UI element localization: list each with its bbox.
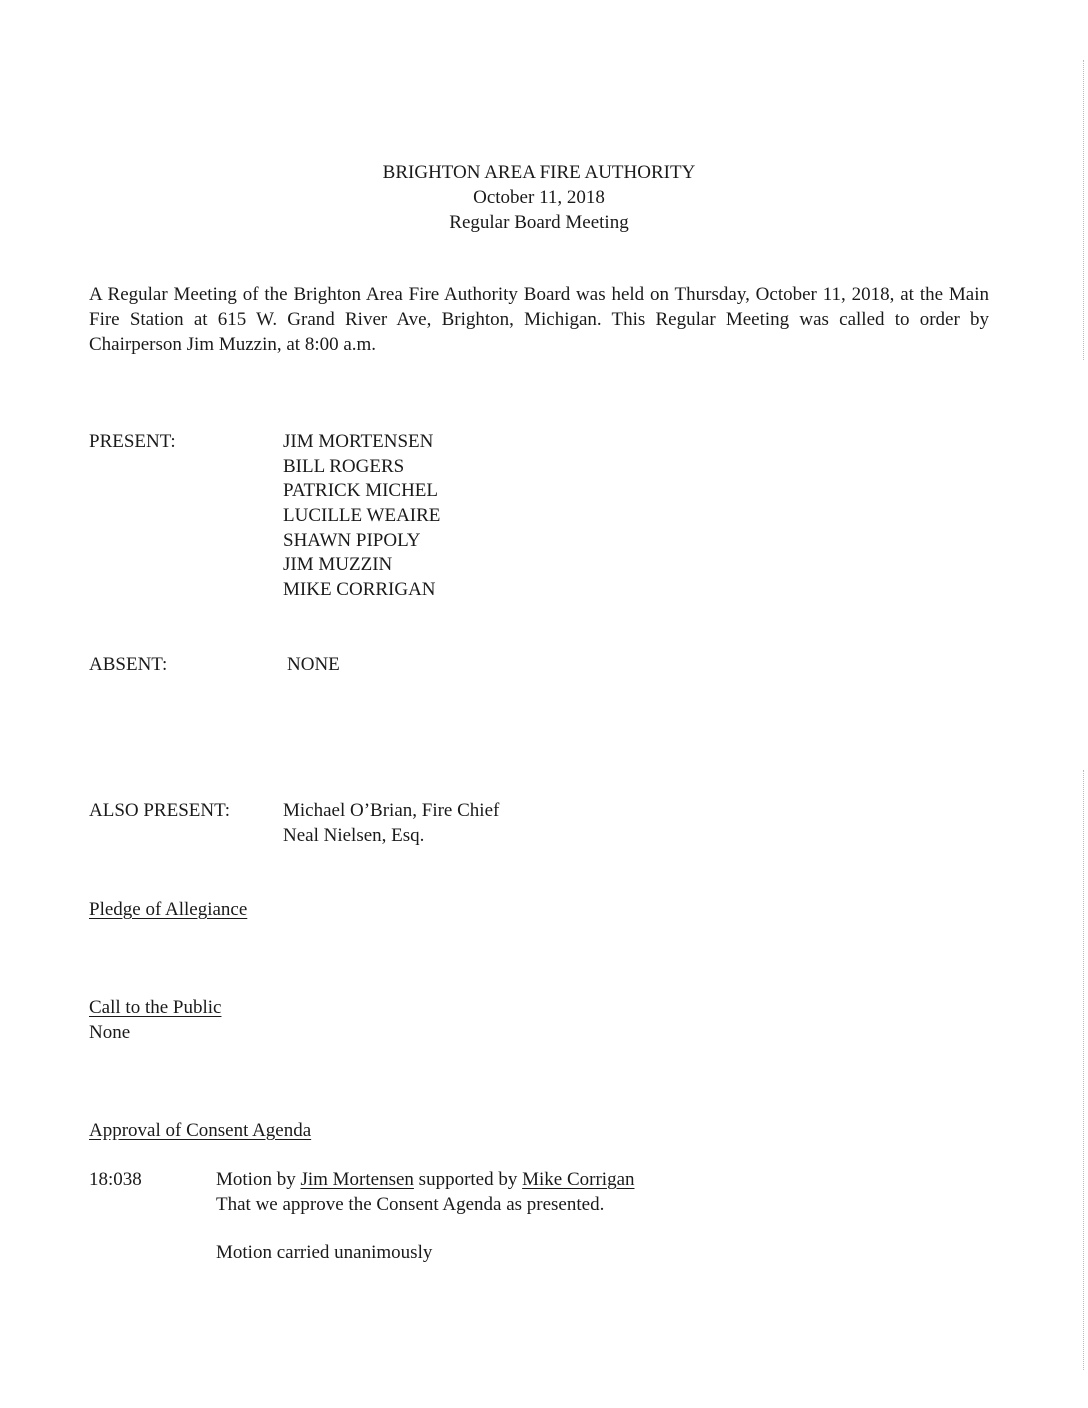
call-to-public-text: None: [89, 1022, 131, 1043]
scan-artifact: [1083, 770, 1084, 1370]
present-list: [283, 429, 440, 602]
list-item: MIKE CORRIGAN: [283, 579, 436, 601]
org-title: BRIGHTON AREA FIRE AUTHORITY: [382, 162, 696, 183]
call-to-public-section: [89, 995, 221, 1045]
list-item: LUCILLE WEAIRE: [283, 505, 441, 527]
meeting-date: October 11, 2018: [473, 187, 605, 208]
meeting-type: Regular Board Meeting: [449, 212, 629, 233]
also-present-label: ALSO PRESENT:: [89, 800, 231, 821]
list-item: PATRICK MICHEL: [283, 480, 439, 502]
absent-label: ABSENT:: [89, 654, 168, 675]
document-header: [0, 160, 1078, 235]
pledge-heading: Pledge of Allegiance: [89, 899, 248, 920]
list-item: SHAWN PIPOLY: [283, 529, 421, 551]
motion-line: [216, 1167, 635, 1192]
motion-prefix: Motion by: [216, 1169, 301, 1190]
list-item: JIM MUZZIN: [283, 554, 393, 576]
motion-supporter: Mike Corrigan: [522, 1169, 635, 1190]
present-label: PRESENT:: [89, 431, 176, 452]
motion-text: That we approve the Consent Agenda as presented.: [216, 1194, 605, 1215]
consent-agenda-heading: Approval of Consent Agenda: [89, 1120, 312, 1141]
list-item: Michael O’Brian, Fire Chief: [283, 800, 500, 821]
motion-mover: Jim Mortensen: [300, 1169, 414, 1190]
list-item: Neal Nielsen, Esq.: [283, 825, 425, 846]
call-to-public-heading: Call to the Public: [89, 997, 222, 1018]
motion-number: 18:038: [89, 1169, 142, 1190]
also-present-list: [283, 798, 499, 848]
motion-result: Motion carried unanimously: [216, 1242, 433, 1263]
scan-artifact: [1083, 60, 1084, 360]
list-item: JIM MORTENSEN: [283, 431, 434, 452]
motion-block: [216, 1167, 635, 1217]
motion-middle: supported by: [413, 1169, 523, 1190]
absent-value: NONE: [287, 654, 340, 675]
list-item: BILL ROGERS: [283, 455, 405, 477]
intro-paragraph: A Regular Meeting of the Brighton Area Fire Authority Board was held on Thursday, October 11, 2018, at the Main Fire Station at 615 W. Grand River Ave, Brighton, Michigan. This Regular Meeting was called to order by Chairperson Jim Muzzin, at 8:00 a.m.: [89, 284, 989, 355]
